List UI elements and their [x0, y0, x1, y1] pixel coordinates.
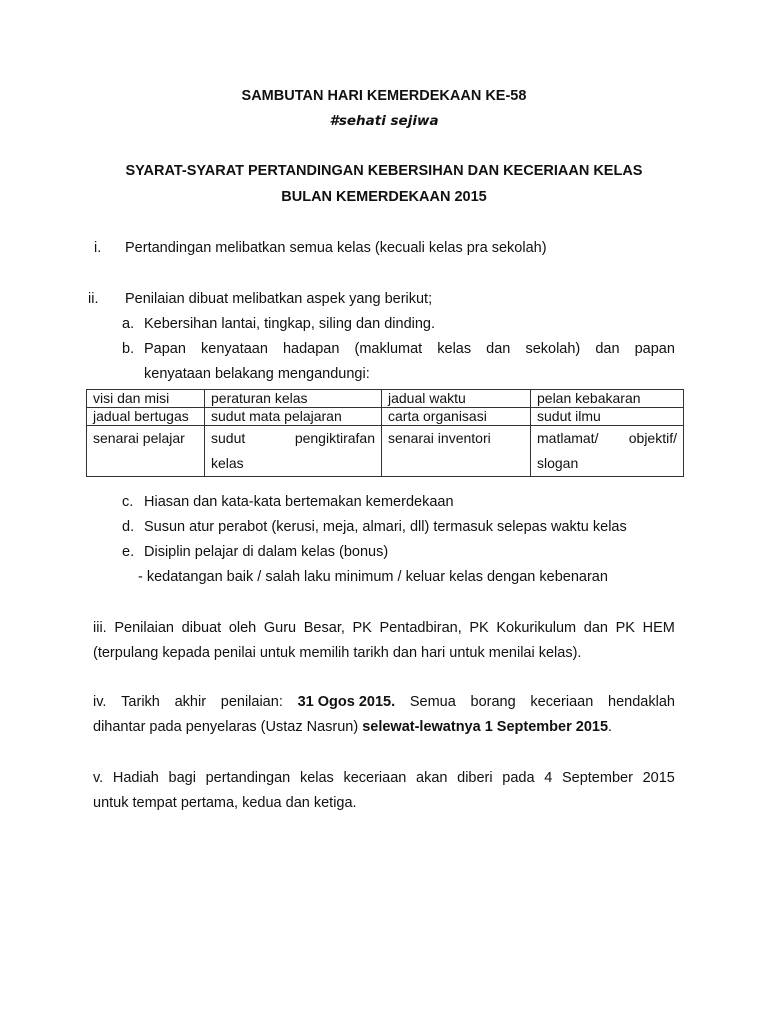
slogan: #sehati sejiwa: [329, 113, 439, 129]
word: dibuat: [181, 620, 222, 636]
item-b-word: kenyataan: [201, 341, 268, 357]
item-c-text: Hiasan dan kata-kata bertemakan kemerdekaan: [144, 494, 454, 510]
word: diberi: [457, 770, 493, 786]
deadline-date: 31 Ogos 2015.: [297, 694, 396, 710]
word: keceriaan: [343, 770, 407, 786]
table-cell: visi dan misi: [87, 390, 205, 408]
item-d-marker: d.: [122, 519, 135, 535]
item-e-subtext: - kedatangan baik / salah laku minimum / keluar kelas dengan kebenaran: [138, 569, 608, 585]
cell-word: matlamat/: [537, 430, 599, 446]
word: PK: [615, 620, 635, 636]
word: iv.: [93, 694, 107, 710]
section-i-marker: i.: [94, 240, 102, 256]
table-cell: carta organisasi: [382, 408, 531, 426]
table-cell: senarai pelajar: [87, 426, 205, 477]
section-v-line2: untuk tempat pertama, kedua dan ketiga.: [93, 795, 357, 811]
word: hendaklah: [608, 694, 675, 710]
word: Semua: [409, 694, 456, 710]
word: oleh: [228, 620, 257, 636]
item-a-marker: a.: [122, 316, 135, 332]
word: akan: [416, 770, 448, 786]
table-row: [87, 390, 684, 408]
word: dan: [583, 620, 608, 636]
table-cell: sudut ilmu: [531, 408, 684, 426]
table-cell: [531, 426, 684, 477]
item-b-word: sekolah): [525, 341, 581, 357]
cell-word: objektif/: [628, 430, 677, 446]
word: kelas: [299, 770, 334, 786]
item-d-text: Susun atur perabot (kerusi, meja, almari, dll) termasuk selepas waktu kelas: [144, 519, 627, 535]
word: Kokurikulum: [496, 620, 577, 636]
cell-word: sudut: [211, 430, 246, 446]
final-deadline: selewat-lewatnya 1 September 2015: [362, 719, 609, 735]
word: bagi: [168, 770, 196, 786]
cell-line: kelas: [211, 455, 244, 471]
bulletin-board-table: [86, 389, 684, 477]
item-e-marker: e.: [122, 544, 135, 560]
section-ii-marker: ii.: [88, 291, 99, 307]
item-b-word: papan: [634, 341, 675, 357]
section-i-text: Pertandingan melibatkan semua kelas (kecuali kelas pra sekolah): [125, 240, 547, 256]
section-v-line1: [93, 770, 675, 786]
cell-line: [211, 426, 375, 451]
item-c-marker: c.: [122, 494, 134, 510]
cell-word: pengiktirafan: [294, 430, 375, 446]
word: penilaian:: [220, 694, 283, 710]
table-cell: [205, 426, 382, 477]
table-cell: pelan kebakaran: [531, 390, 684, 408]
word: 4: [544, 770, 553, 786]
word: pada: [502, 770, 535, 786]
word: September: [561, 770, 633, 786]
word: HEM: [642, 620, 675, 636]
word: 2015: [642, 770, 675, 786]
table-cell: jadual waktu: [382, 390, 531, 408]
section-ii-text: Penilaian dibuat melibatkan aspek yang berikut;: [125, 291, 433, 307]
cell-line: [537, 426, 677, 451]
word: Besar,: [303, 620, 345, 636]
word: Tarikh: [121, 694, 160, 710]
word: akhir: [174, 694, 207, 710]
word: iii.: [93, 620, 107, 636]
cell-line: slogan: [537, 455, 579, 471]
item-a-text: Kebersihan lantai, tingkap, siling dan dinding.: [144, 316, 436, 332]
table-cell: sudut mata pelajaran: [205, 408, 382, 426]
item-b-word: kelas: [437, 341, 472, 357]
table-cell: senarai inventori: [382, 426, 531, 477]
word: Guru: [263, 620, 297, 636]
section-iv-line2: [93, 719, 612, 735]
item-b-marker: b.: [122, 341, 135, 357]
item-b-word: hadapan: [282, 341, 340, 357]
page-title: SAMBUTAN HARI KEMERDEKAAN KE-58: [241, 88, 527, 104]
item-b-line1: [144, 341, 675, 357]
word: Pentadbiran,: [379, 620, 462, 636]
subtitle-line2: BULAN KEMERDEKAAN 2015: [281, 189, 487, 205]
item-e-text: Disiplin pelajar di dalam kelas (bonus): [144, 544, 389, 560]
item-b-line2: kenyataan belakang mengandungi:: [144, 366, 370, 382]
table-row: [87, 408, 684, 426]
word: PK: [469, 620, 489, 636]
table-cell: jadual bertugas: [87, 408, 205, 426]
item-b-word: Papan: [144, 341, 186, 357]
item-b-word: (maklumat: [354, 341, 423, 357]
word: pertandingan: [205, 770, 291, 786]
section-iii-line1: [93, 620, 675, 636]
item-b-word: dan: [595, 341, 620, 357]
word: PK: [352, 620, 372, 636]
section-iv-line2-prefix: dihantar pada penyelaras (Ustaz Nasrun): [93, 719, 363, 735]
word: borang: [470, 694, 516, 710]
subtitle-line1: SYARAT-SYARAT PERTANDINGAN KEBERSIHAN DAN KECERIAAN KELAS: [125, 163, 643, 179]
item-b-word: dan: [486, 341, 511, 357]
section-iv-line2-suffix: .: [608, 719, 613, 735]
section-iv-line1: [93, 694, 675, 710]
word: keceriaan: [530, 694, 594, 710]
section-iii-line2: (terpulang kepada penilai untuk memilih tarikh dan hari untuk menilai kelas).: [93, 645, 582, 661]
table-row: [87, 426, 684, 477]
word: v.: [93, 770, 104, 786]
word: Hadiah: [112, 770, 159, 786]
word: Penilaian: [114, 620, 175, 636]
table-cell: peraturan kelas: [205, 390, 382, 408]
